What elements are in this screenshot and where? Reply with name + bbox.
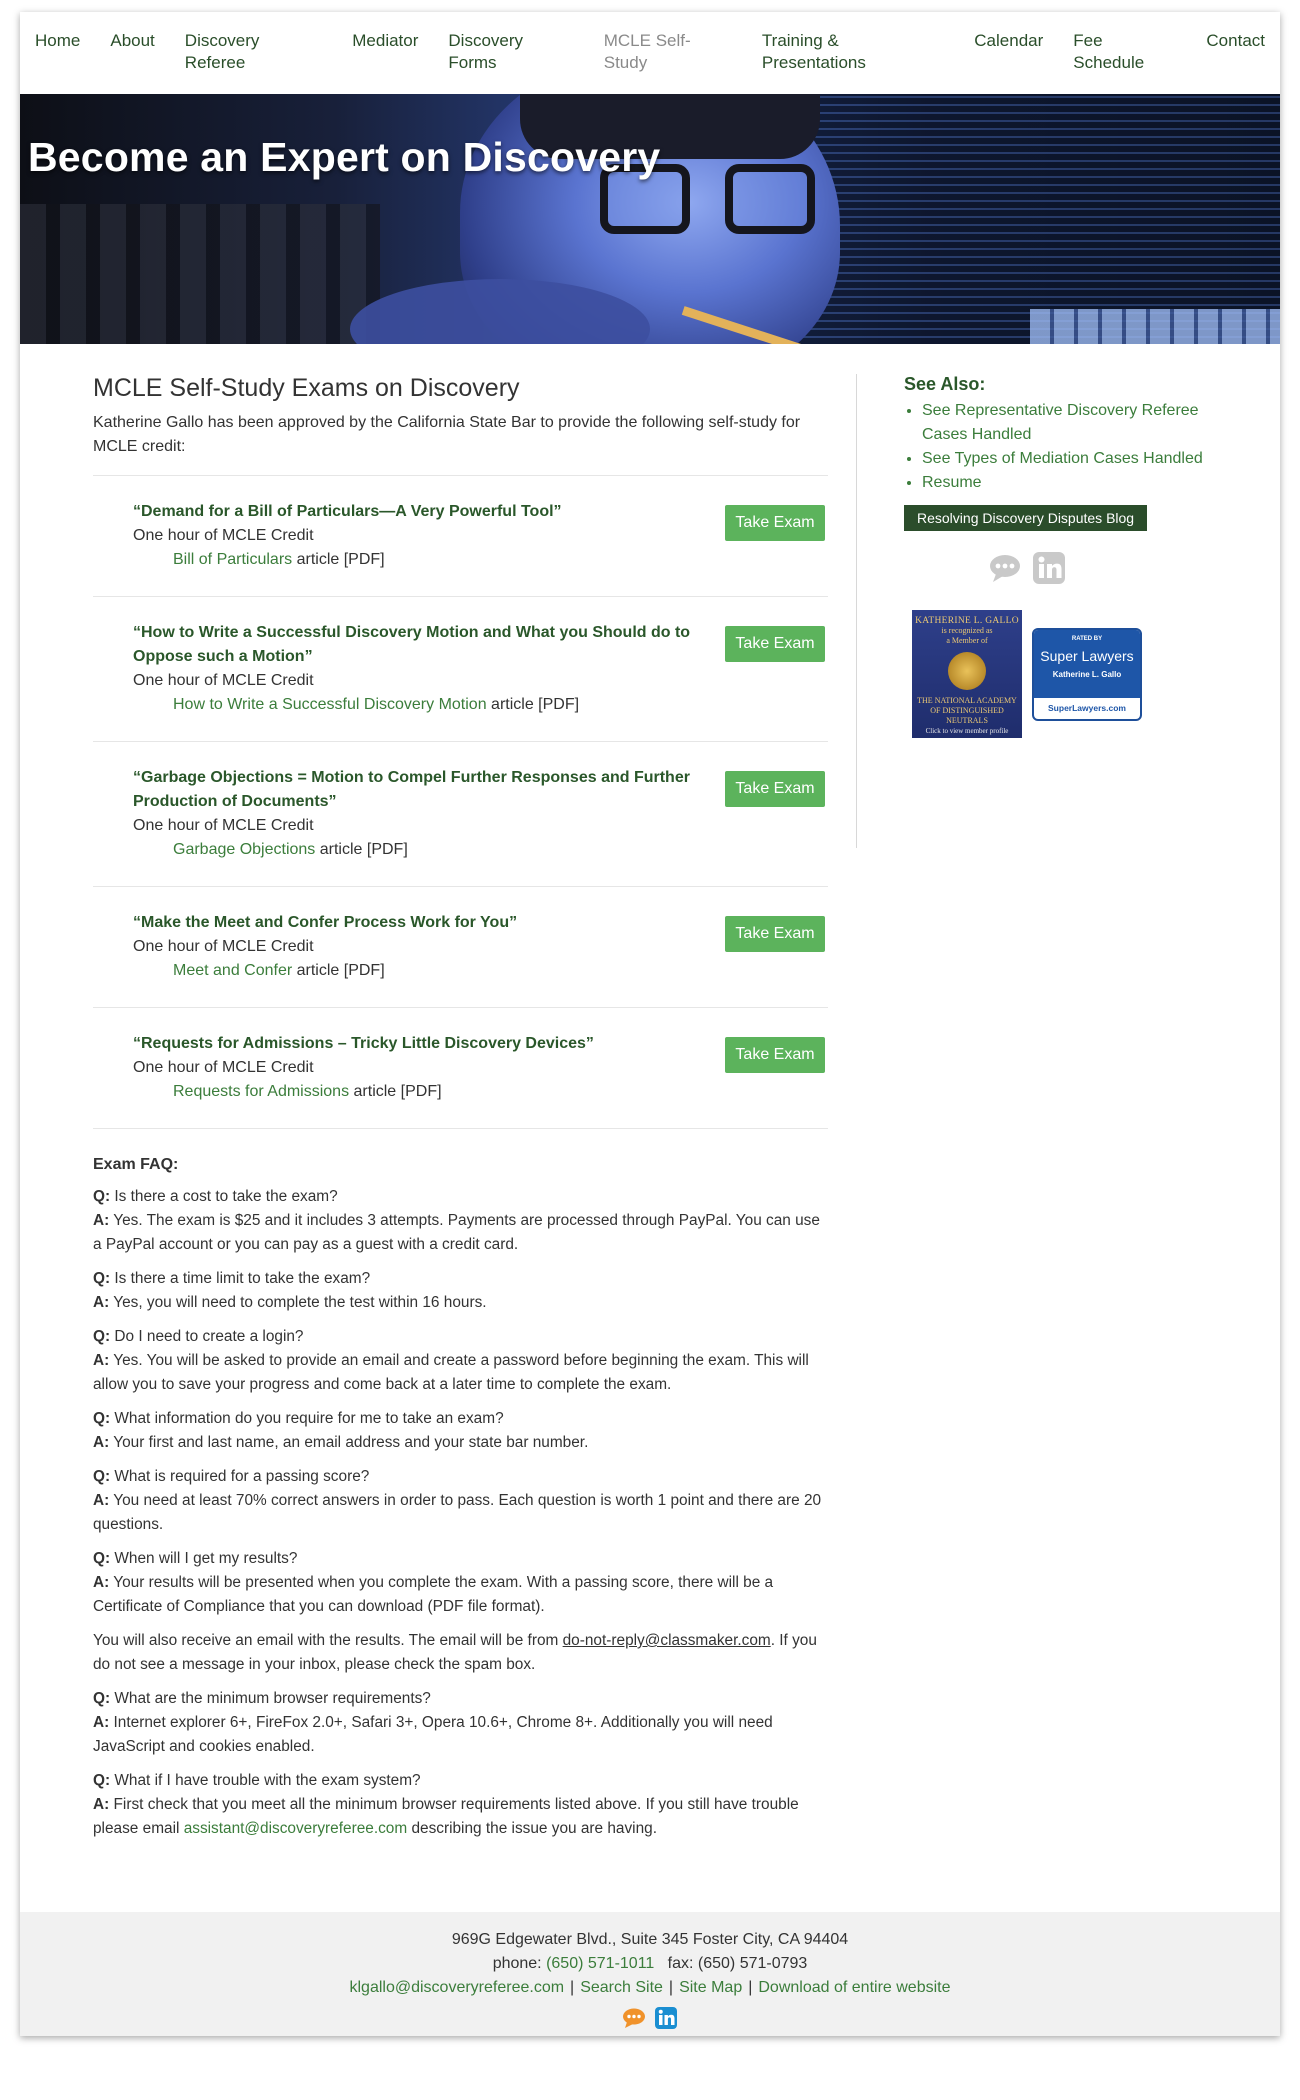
- article-link[interactable]: How to Write a Successful Discovery Motion: [173, 696, 487, 713]
- see-also-heading: See Also:: [904, 374, 986, 394]
- see-also-item: [922, 399, 1234, 447]
- exam-article: [133, 1080, 828, 1104]
- exam-title: “Demand for a Bill of Particulars—A Very Powerful Tool”: [133, 503, 562, 520]
- faq-question: Do I need to create a login?: [110, 1328, 304, 1345]
- social-icons: [988, 551, 1234, 590]
- blog-button[interactable]: Resolving Discovery Disputes Blog: [904, 505, 1147, 531]
- nav-item-home[interactable]: [20, 30, 95, 74]
- nav-link[interactable]: Discovery Forms: [448, 31, 524, 72]
- nav-link[interactable]: Fee Schedule: [1073, 31, 1145, 72]
- q-label: Q:: [93, 1188, 111, 1205]
- chat-icon[interactable]: [622, 2006, 646, 2036]
- q-label: Q:: [93, 1772, 111, 1789]
- article-link[interactable]: Bill of Particulars: [173, 551, 293, 568]
- q-label: Q:: [93, 1550, 111, 1567]
- see-also-link[interactable]: See Types of Mediation Cases Handled: [922, 450, 1203, 467]
- email-note-text-end: . If you do not see a message in your inbox, please check the spam box.: [93, 1632, 817, 1673]
- exam-article: [133, 548, 828, 572]
- exam-title: “Requests for Admissions – Tricky Little Discovery Devices”: [133, 1035, 594, 1052]
- intro-text: Katherine Gallo has been approved by the California State Bar to provide the following self-study for MCLE credit:: [93, 414, 801, 455]
- page-title: MCLE Self-Study Exams on Discovery: [93, 374, 520, 402]
- take-exam-button[interactable]: Take Exam: [725, 771, 825, 807]
- article-suffix: article [PDF]: [292, 962, 385, 979]
- nadn-org: THE NATIONAL ACADEMY OF DISTINGUISHED NEUTRALS: [917, 696, 1017, 725]
- nav-item-mcle-self-study[interactable]: [589, 30, 747, 74]
- footer-separator: |: [668, 1979, 674, 1996]
- article-suffix: article [PDF]: [486, 696, 580, 713]
- footer-link[interactable]: Site Map: [679, 1979, 743, 1996]
- sidebar-divider: [856, 374, 857, 848]
- nav-link[interactable]: Training & Presentations: [761, 31, 866, 72]
- superlawyers-badge[interactable]: [1032, 628, 1142, 721]
- footer-separator: |: [748, 1979, 753, 1996]
- sidebar: [904, 374, 1234, 738]
- faq-item: [93, 1547, 828, 1619]
- faq-answer: Yes. The exam is $25 and it includes 3 attempts. Payments are processed through PayPal. You can use a PayPal account or you can pay as a guest with a credit card.: [93, 1212, 820, 1253]
- faq-answer: Your first and last name, an email address and your state bar number.: [109, 1434, 589, 1451]
- article-suffix: article [PDF]: [292, 551, 385, 568]
- exam-item: [93, 1007, 828, 1128]
- exam-credit: One hour of MCLE Credit: [133, 938, 314, 955]
- phone-label: phone:: [492, 1955, 547, 1972]
- nav-link[interactable]: MCLE Self-Study: [603, 31, 691, 72]
- faq-heading: Exam FAQ:: [93, 1156, 179, 1173]
- hero-screen-detail: [1030, 309, 1280, 344]
- faq-item: [93, 1465, 828, 1537]
- faq-item: [93, 1267, 828, 1315]
- nadn-line1: is recognized as: [941, 626, 993, 635]
- exam-article: [133, 838, 828, 862]
- superlawyers-site: SuperLawyers.com: [1048, 703, 1126, 713]
- faq-question: What information do you require for me to take an exam?: [110, 1410, 504, 1427]
- q-label: Q:: [93, 1328, 111, 1345]
- linkedin-icon[interactable]: [1032, 551, 1066, 590]
- nadn-cta: Click to view member profile: [925, 727, 1009, 735]
- exam-credit: One hour of MCLE Credit: [133, 527, 314, 544]
- main-content: [93, 374, 828, 1851]
- assistant-email-link[interactable]: assistant@discoveryreferee.com: [183, 1820, 408, 1837]
- classmaker-email-link[interactable]: do-not-reply@classmaker.com: [562, 1632, 771, 1649]
- hero-banner: [20, 94, 1280, 344]
- faq-answer: Your results will be presented when you complete the exam. With a passing score, there will be a Certificate of Compliance that you can download (PDF file format).: [93, 1574, 774, 1615]
- exam-item: [93, 741, 828, 886]
- hero-headline: Become an Expert on Discovery: [28, 134, 661, 180]
- nav-item-fee-schedule[interactable]: [1058, 30, 1191, 74]
- a-label: A:: [93, 1796, 110, 1813]
- nav-item-mediator[interactable]: [337, 30, 433, 74]
- faq-question: What are the minimum browser requirements?: [110, 1690, 431, 1707]
- faq-question: Is there a time limit to take the exam?: [110, 1270, 371, 1287]
- q-label: Q:: [93, 1468, 111, 1485]
- faq-question: Is there a cost to take the exam?: [110, 1188, 338, 1205]
- nav-link[interactable]: Home: [35, 31, 81, 50]
- nadn-name: KATHERINE L. GALLO: [915, 616, 1019, 626]
- footer-address: 969G Edgewater Blvd., Suite 345 Foster City, CA 94404: [451, 1931, 849, 1948]
- article-suffix: article [PDF]: [315, 841, 408, 858]
- see-also-item: [922, 471, 1234, 495]
- nav-item-contact[interactable]: [1191, 30, 1280, 74]
- footer-link[interactable]: klgallo@discoveryreferee.com: [349, 1979, 565, 1996]
- take-exam-button[interactable]: Take Exam: [725, 626, 825, 662]
- a-label: A:: [93, 1352, 110, 1369]
- nav-link[interactable]: About: [110, 31, 155, 50]
- hero-background-blur: [20, 204, 380, 344]
- a-label: A:: [93, 1492, 110, 1509]
- exam-item: [93, 475, 828, 596]
- see-also-link[interactable]: Resume: [922, 474, 982, 491]
- email-note-text: You will also receive an email with the results. The email will be from: [93, 1632, 563, 1649]
- exam-title: “How to Write a Successful Discovery Motion and What you Should do to Oppose such a Motion”: [133, 624, 691, 665]
- footer-link[interactable]: Download of entire website: [758, 1979, 951, 1996]
- phone-link[interactable]: (650) 571-1011: [546, 1955, 655, 1972]
- footer-separator: |: [570, 1979, 575, 1996]
- superlawyers-rated: RATED BY: [1071, 636, 1103, 642]
- a-label: A:: [93, 1574, 110, 1591]
- faq-items: [93, 1185, 828, 1619]
- take-exam-button[interactable]: Take Exam: [725, 916, 825, 952]
- nav-link[interactable]: Mediator: [352, 31, 419, 50]
- hero-screen-glow: [790, 94, 1280, 344]
- see-also-list: [904, 399, 1234, 495]
- nav-link[interactable]: Calendar: [974, 31, 1044, 50]
- q-label: Q:: [93, 1690, 111, 1707]
- chat-icon[interactable]: [988, 551, 1022, 590]
- nav-item-about[interactable]: [95, 30, 169, 74]
- footer-link[interactable]: Search Site: [580, 1979, 663, 1996]
- linkedin-icon[interactable]: [654, 2006, 678, 2036]
- take-exam-button[interactable]: Take Exam: [725, 1037, 825, 1073]
- nav-item-calendar[interactable]: [959, 30, 1058, 74]
- nadn-line2: a Member of: [946, 636, 988, 645]
- a-label: A:: [93, 1294, 110, 1311]
- article-link[interactable]: Meet and Confer: [173, 962, 293, 979]
- exam-list: [93, 475, 828, 1129]
- faq-answer: Internet explorer 6+, FireFox 2.0+, Safari 3+, Opera 10.6+, Chrome 8+. Additionally you will need JavaScript and cookies enabled.: [93, 1714, 773, 1755]
- nav-list: [20, 12, 1280, 74]
- faq-answer: Yes. You will be asked to provide an email and create a password before beginning the exam. This will allow you to save your progress and come back at a later time to complete the exam.: [93, 1352, 809, 1393]
- nav-item-discovery-referee[interactable]: [170, 30, 337, 74]
- nadn-badge[interactable]: [912, 610, 1022, 738]
- exam-article: [133, 959, 828, 983]
- exam-item: [93, 596, 828, 741]
- main-nav: [20, 12, 1280, 94]
- faq-answer: First check that you meet all the minimum browser requirements listed above. If you still have trouble please email: [93, 1796, 799, 1837]
- footer-links: [20, 1976, 1280, 2000]
- article-link[interactable]: Requests for Admissions: [173, 1083, 350, 1100]
- faq-item: [93, 1185, 828, 1257]
- exam-credit: One hour of MCLE Credit: [133, 1059, 314, 1076]
- hero-glasses-right: [725, 164, 815, 234]
- faq-question: When will I get my results?: [110, 1550, 298, 1567]
- exam-credit: One hour of MCLE Credit: [133, 672, 314, 689]
- nav-link[interactable]: Discovery Referee: [184, 31, 260, 72]
- nav-link[interactable]: Contact: [1206, 31, 1265, 50]
- a-label: A:: [93, 1434, 110, 1451]
- nav-item-discovery-forms[interactable]: [433, 30, 588, 74]
- take-exam-button[interactable]: Take Exam: [725, 505, 825, 541]
- faq-answer: You need at least 70% correct answers in order to pass. Each question is worth 1 point and there are 20 questions.: [93, 1492, 822, 1533]
- faq-item: [93, 1407, 828, 1455]
- faq-browser: [93, 1687, 828, 1759]
- exam-credit: One hour of MCLE Credit: [133, 817, 314, 834]
- see-also-link[interactable]: See Representative Discovery Referee Cases Handled: [922, 402, 1199, 443]
- exam-faq: [93, 1153, 828, 1841]
- q-label: Q:: [93, 1270, 111, 1287]
- faq-email-note: [93, 1629, 828, 1677]
- exam-title: “Garbage Objections = Motion to Compel Further Responses and Further Production of Documents”: [133, 769, 690, 810]
- exam-title: “Make the Meet and Confer Process Work for You”: [133, 914, 518, 931]
- footer-phone-line: [20, 1952, 1280, 1976]
- exam-article: [133, 693, 828, 717]
- faq-answer-end: describing the issue you are having.: [407, 1820, 657, 1837]
- badges: [912, 610, 1234, 738]
- article-suffix: article [PDF]: [349, 1083, 442, 1100]
- footer-icons: [20, 2006, 1280, 2036]
- article-link[interactable]: Garbage Objections: [173, 841, 316, 858]
- superlawyers-name: Katherine L. Gallo: [1052, 670, 1122, 679]
- a-label: A:: [93, 1212, 110, 1229]
- footer: [20, 1912, 1280, 2036]
- faq-question: What is required for a passing score?: [110, 1468, 370, 1485]
- superlawyers-brand: Super Lawyers: [1040, 648, 1134, 664]
- fax-text: fax: (650) 571-0793: [667, 1955, 808, 1972]
- a-label: A:: [93, 1714, 110, 1731]
- faq-item: [93, 1325, 828, 1397]
- nadn-seal-icon: [948, 652, 986, 690]
- faq-question: What if I have trouble with the exam system?: [110, 1772, 421, 1789]
- exam-item: [93, 886, 828, 1007]
- page-container: [20, 12, 1280, 2036]
- q-label: Q:: [93, 1410, 111, 1427]
- see-also-item: [922, 447, 1234, 471]
- nav-item-training-presentations[interactable]: [747, 30, 959, 74]
- superlawyers-top: [1034, 630, 1140, 698]
- faq-trouble: [93, 1769, 828, 1841]
- faq-answer: Yes, you will need to complete the test within 16 hours.: [109, 1294, 487, 1311]
